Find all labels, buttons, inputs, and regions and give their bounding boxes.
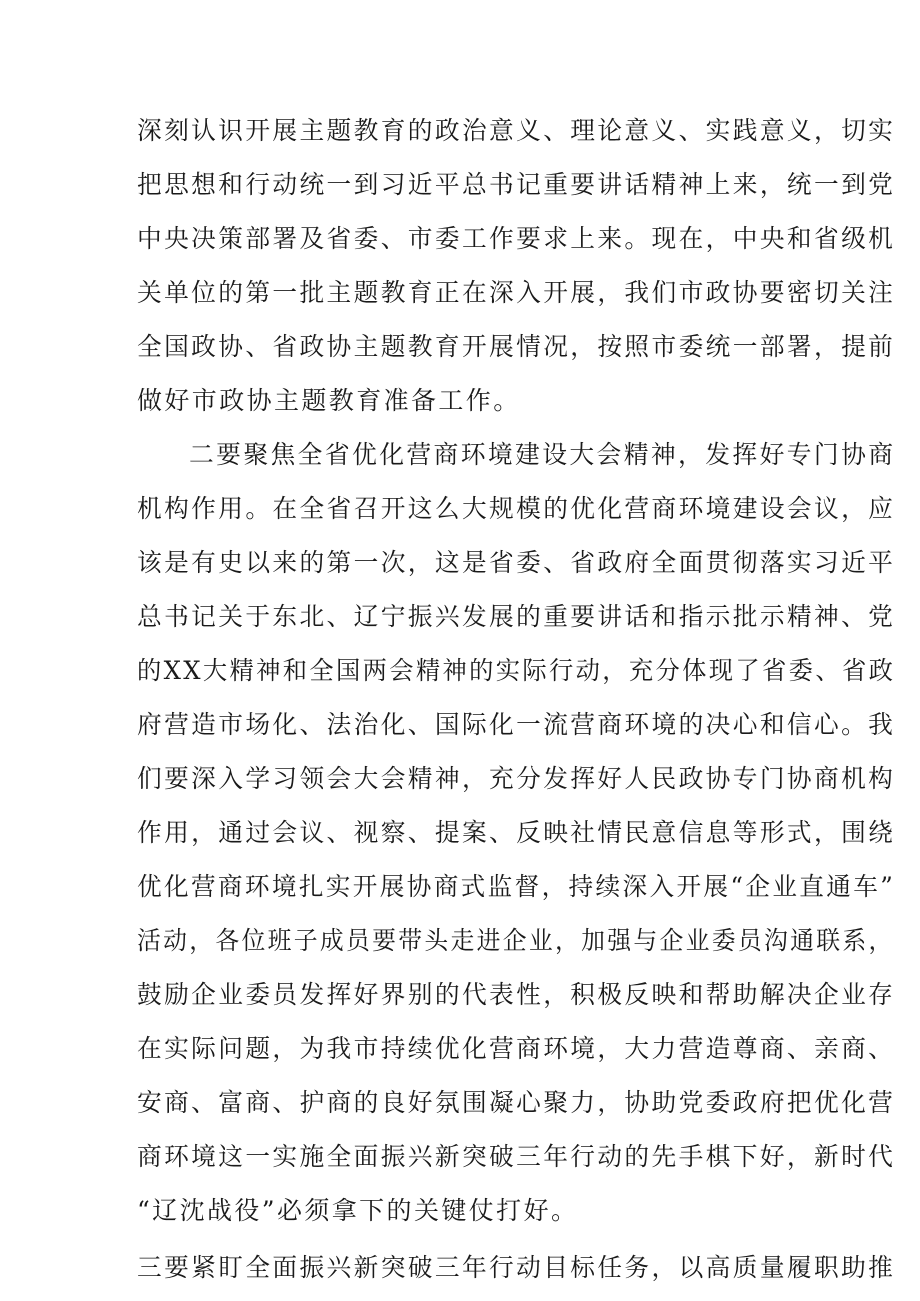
text-line: 深刻认识开展主题教育的政治意义、理论意义、实践意义，切实: [137, 116, 896, 145]
text-line: 的XX大精神和全国两会精神的实际行动，充分体现了省委、省政: [137, 656, 896, 685]
text-line: 把思想和行动统一到习近平总书记重要讲话精神上来，统一到党: [137, 170, 896, 199]
text-line: 们要深入学习领会大会精神，充分发挥好人民政协专门协商机构: [137, 764, 896, 793]
text-line: 鼓励企业委员发挥好界别的代表性，积极反映和帮助解决企业存: [137, 980, 896, 1009]
text-line: 总书记关于东北、辽宁振兴发展的重要讲话和指示批示精神、党: [137, 602, 896, 631]
text-line: 在实际问题，为我市持续优化营商环境，大力营造尊商、亲商、: [137, 1034, 896, 1063]
text-line: 该是有史以来的第一次，这是省委、省政府全面贯彻落实习近平: [137, 548, 896, 577]
text-line: 二要聚焦全省优化营商环境建设大会精神，发挥好专门协商: [189, 440, 896, 469]
text-line: 全国政协、省政协主题教育开展情况，按照市委统一部署，提前: [137, 332, 896, 361]
text-line: 商环境这一实施全面振兴新突破三年行动的先手棋下好，新时代: [137, 1142, 896, 1171]
text-line: 做好市政协主题教育准备工作。: [137, 386, 521, 415]
text-line: 机构作用。在全省召开这么大规模的优化营商环境建设会议，应: [137, 494, 896, 523]
text-line: 作用，通过会议、视察、提案、反映社情民意信息等形式，围绕: [137, 818, 896, 847]
text-line: 优化营商环境扎实开展协商式监督，持续深入开展“企业直通车”: [137, 872, 896, 901]
text-line: 安商、富商、护商的良好氛围凝心聚力，协助党委政府把优化营: [137, 1088, 896, 1117]
text-line: 中央决策部署及省委、市委工作要求上来。现在，中央和省级机: [137, 224, 896, 253]
text-line: “辽沈战役”必须拿下的关键仗打好。: [137, 1196, 579, 1225]
text-line: 关单位的第一批主题教育正在深入开展，我们市政协要密切关注: [137, 278, 896, 307]
text-line: 三要紧盯全面振兴新突破三年行动目标任务，以高质量履职助推: [137, 1253, 896, 1282]
text-line: 府营造市场化、法治化、国际化一流营商环境的决心和信心。我: [137, 710, 896, 739]
text-line: 活动，各位班子成员要带头走进企业，加强与企业委员沟通联系，: [137, 926, 895, 955]
